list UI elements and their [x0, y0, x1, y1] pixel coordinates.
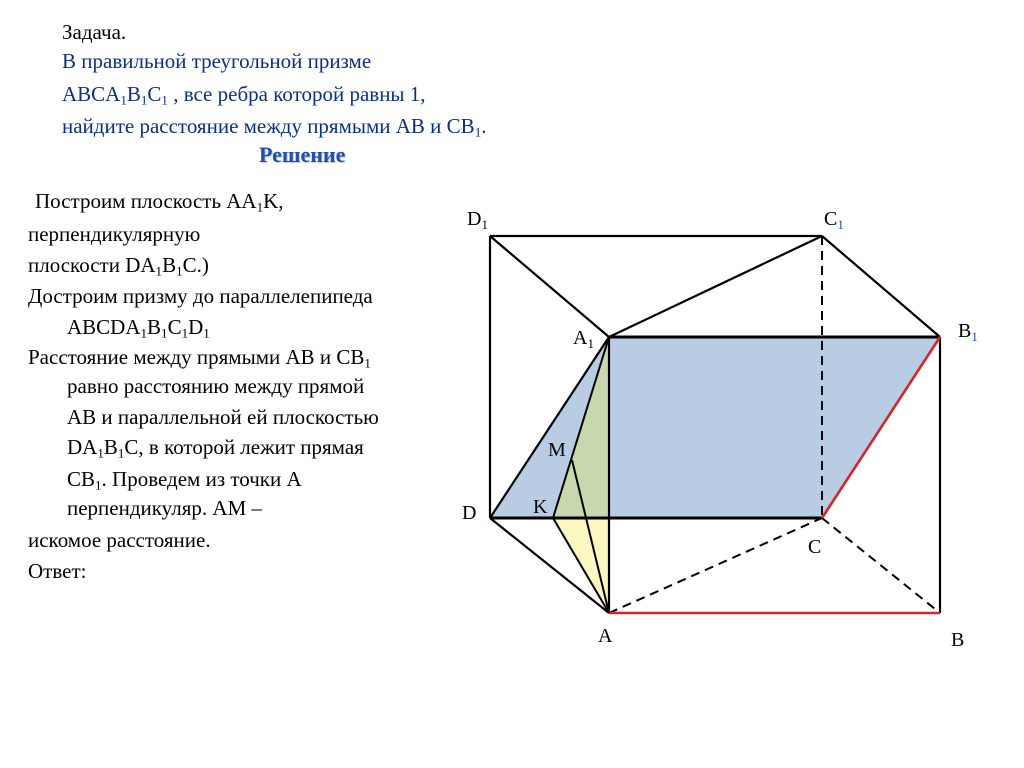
edge-d1-a1: [490, 236, 609, 337]
task-line-2: $ABCA_1B_1C_1$ , все ребра которой равны 1,: [62, 82, 426, 108]
label-b: B: [951, 629, 965, 651]
label-a: A: [598, 625, 613, 647]
label-d: D: [462, 502, 477, 524]
edge-a-c: [609, 518, 822, 613]
label-c: C: [808, 536, 822, 558]
label-m: M: [548, 439, 566, 461]
task-line-1: В правильной треугольной призме: [62, 49, 372, 73]
edge-a1-c1: [609, 236, 822, 337]
label-k: K: [533, 496, 548, 518]
solution-line-13: Ответ:: [28, 559, 87, 583]
solution-line-2: перпендикулярную: [28, 222, 201, 246]
solution-line-1: Построим плоскость $AA_1K$,: [35, 189, 284, 215]
solution-line-4: Достроим призму до параллелепипеда: [28, 284, 373, 308]
solution-line-3: плоскости $DA_1B_1C$.): [28, 253, 209, 279]
plane-da1b1c: [490, 337, 940, 518]
label-d1: $D_1$: [467, 208, 488, 232]
solution-line-12: искомое расстояние.: [28, 528, 211, 552]
solution-line-5: $ABCDA_1B_1C_1D_1$: [67, 315, 210, 341]
label-b1: $B_1$: [958, 320, 978, 344]
solution-line-9: $DA_1B_1C$, в которой лежит прямая: [67, 435, 364, 461]
solution-title: Решение: [259, 142, 346, 167]
label-a1: $A_1$: [573, 327, 594, 351]
edge-c-b: [822, 518, 940, 613]
solution-line-8: AB и параллельной ей плоскостью: [67, 405, 379, 429]
solution-line-10: $CB_1$. Проведем из точки А: [67, 467, 302, 493]
task-line-3: найдите расстояние между прямыми AB и $CB_1$.: [62, 114, 487, 140]
solution-line-7: равно расстоянию между прямой: [67, 374, 365, 398]
solution-line-11: перпендикуляр. AM –: [67, 496, 262, 520]
edge-c1-b1: [822, 236, 940, 337]
task-heading: Задача.: [62, 20, 127, 44]
label-c1: $C_1$: [824, 208, 844, 232]
solution-line-6: Расстояние между прямыми AB и $CB_1$: [28, 345, 371, 371]
